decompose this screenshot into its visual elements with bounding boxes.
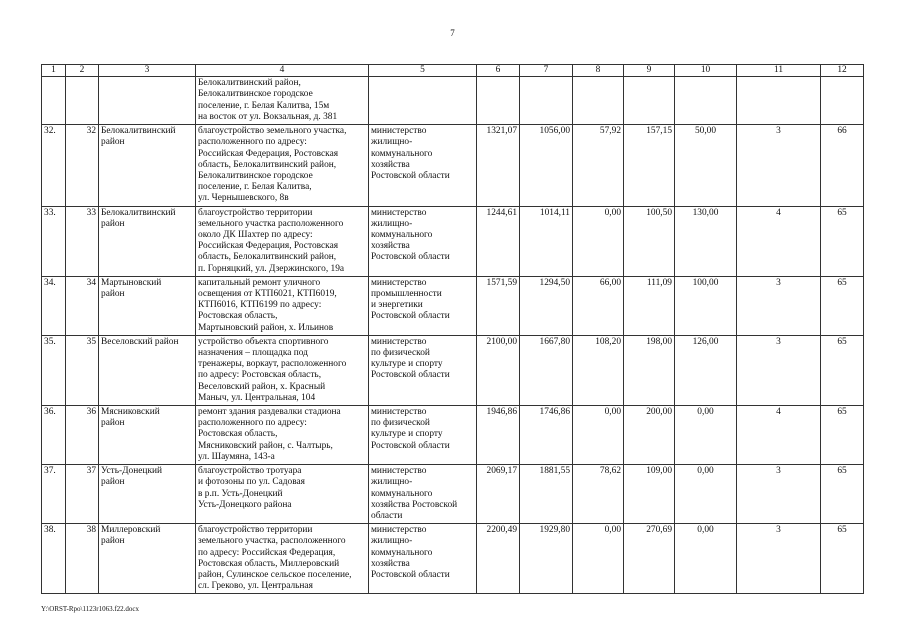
column-number: 6: [477, 65, 520, 77]
value-cell: 0,00: [675, 524, 737, 594]
value-cell: 108,20: [573, 335, 624, 405]
value-cell: 200,00: [624, 406, 675, 465]
value-cell: 2100,00: [477, 335, 520, 405]
value-cell: 65: [821, 335, 864, 405]
object-cell: благоустройство территории земельного участка расположенного около ДК Шахтер по адресу: Российская Федерация, Ростовская область, Белокалитвинский район, п. Горняцкий, ул. Дзержинского, 19а: [196, 206, 369, 276]
cell: [675, 77, 737, 125]
row-number-cell: 38.: [42, 524, 66, 594]
column-number: 9: [624, 65, 675, 77]
district-cell: Веселовский район: [99, 335, 196, 405]
cell: [66, 77, 99, 125]
table-row: [42, 524, 864, 594]
count-cell: 3: [737, 335, 821, 405]
cell: [624, 77, 675, 125]
district-cell: Белокалитвинский район: [99, 206, 196, 276]
value-cell: 0,00: [675, 465, 737, 524]
value-cell: 0,00: [573, 524, 624, 594]
district-cell: Миллеровский район: [99, 524, 196, 594]
column-number: 8: [573, 65, 624, 77]
column-number-row: [42, 65, 864, 77]
row-number-cell: 36.: [42, 406, 66, 465]
table-body: [42, 65, 864, 594]
column-number: 3: [99, 65, 196, 77]
column-number: 7: [520, 65, 573, 77]
value-cell: 66,00: [573, 276, 624, 335]
cell: [520, 77, 573, 125]
value-cell: 1946,86: [477, 406, 520, 465]
value-cell: 0,00: [573, 406, 624, 465]
cell: [737, 77, 821, 125]
value-cell: 66: [821, 125, 864, 206]
cell: [477, 77, 520, 125]
ministry-cell: министерство жилищно- коммунального хозяйства Ростовской области: [369, 524, 477, 594]
column-number: 1: [42, 65, 66, 77]
value-cell: 1056,00: [520, 125, 573, 206]
value-cell: 65: [821, 465, 864, 524]
count-cell: 3: [737, 276, 821, 335]
value-cell: 1746,86: [520, 406, 573, 465]
district-cell: Белокалитвинский район: [99, 125, 196, 206]
count-cell: 4: [737, 206, 821, 276]
ministry-cell: министерство жилищно- коммунального хозяйства Ростовской области: [369, 125, 477, 206]
value-cell: 1667,80: [520, 335, 573, 405]
value-cell: 1881,55: [520, 465, 573, 524]
object-cell: ремонт здания раздевалки стадиона расположенного по адресу: Ростовская область, Мясниковский район, с. Чалтырь, ул. Шаумяна, 143-а: [196, 406, 369, 465]
row-number-cell: 34.: [42, 276, 66, 335]
cell: [99, 77, 196, 125]
value-cell: 126,00: [675, 335, 737, 405]
value-cell: 65: [821, 276, 864, 335]
ministry-cell: министерство жилищно- коммунального хозяйства Ростовской области: [369, 465, 477, 524]
value-cell: 1014,11: [520, 206, 573, 276]
file-path-footer: Y:\ORST-Rpo\1123r1063.f22.docx: [41, 605, 140, 613]
count-cell: 3: [737, 125, 821, 206]
row-number-cell: 35.: [42, 335, 66, 405]
value-cell: 100,50: [624, 206, 675, 276]
ministry-cell: министерство по физической культуре и спорту Ростовской области: [369, 335, 477, 405]
object-cell: капитальный ремонт уличного освещения от КТП6021, КТП6019, КТП6016, КТП6199 по адресу: Ростовская область, Мартыновский район, х. Ильинов: [196, 276, 369, 335]
table-row: [42, 206, 864, 276]
object-cell: Белокалитвинский район, Белокалитвинское городское поселение, г. Белая Калитва, 15м на восток от ул. Вокзальная, д. 381: [196, 77, 369, 125]
table-row: [42, 335, 864, 405]
object-cell: благоустройство территории земельного участка, расположенного по адресу: Российская Федерация, Ростовская область, Миллеровский район, Сулинское сельское поселение, сл. Греково, ул. Центральная: [196, 524, 369, 594]
value-cell: 1244,61: [477, 206, 520, 276]
register-table: [41, 64, 864, 594]
value-cell: 0,00: [573, 206, 624, 276]
value-cell: 1294,50: [520, 276, 573, 335]
page-number: 7: [450, 28, 455, 38]
count-cell: 3: [737, 465, 821, 524]
value-cell: 65: [821, 524, 864, 594]
district-cell: Мясниковский район: [99, 406, 196, 465]
row-number-cell: 32.: [42, 125, 66, 206]
count-cell: 3: [737, 524, 821, 594]
value-cell: 57,92: [573, 125, 624, 206]
object-cell: устройство объекта спортивного назначения – площадка под тренажеры, воркаут, расположенного по адресу: Ростовская область, Веселовский район, х. Красный Маныч, ул. Центральная, 104: [196, 335, 369, 405]
continuation-row: [42, 77, 864, 125]
ministry-cell: министерство промышленности и энергетики Ростовской области: [369, 276, 477, 335]
value-cell: 65: [821, 406, 864, 465]
table-row: [42, 125, 864, 206]
value-cell: 198,00: [624, 335, 675, 405]
item-number-cell: 35: [66, 335, 99, 405]
value-cell: 65: [821, 206, 864, 276]
item-number-cell: 34: [66, 276, 99, 335]
count-cell: 4: [737, 406, 821, 465]
value-cell: 1321,07: [477, 125, 520, 206]
object-cell: благоустройство земельного участка, расположенного по адресу: Российская Федерация, Ростовская область, Белокалитвинский район, Белокалитвинское городское поселение, г. Белая Калитва, ул. Чернышевского, 8в: [196, 125, 369, 206]
table-row: [42, 276, 864, 335]
value-cell: 157,15: [624, 125, 675, 206]
value-cell: 0,00: [675, 406, 737, 465]
value-cell: 2069,17: [477, 465, 520, 524]
value-cell: 1929,80: [520, 524, 573, 594]
item-number-cell: 38: [66, 524, 99, 594]
column-number: 12: [821, 65, 864, 77]
cell: [42, 77, 66, 125]
table-row: [42, 406, 864, 465]
column-number: 11: [737, 65, 821, 77]
value-cell: 1571,59: [477, 276, 520, 335]
column-number: 10: [675, 65, 737, 77]
value-cell: 270,69: [624, 524, 675, 594]
row-number-cell: 37.: [42, 465, 66, 524]
cell: [369, 77, 477, 125]
district-cell: Усть-Донецкий район: [99, 465, 196, 524]
item-number-cell: 33: [66, 206, 99, 276]
ministry-cell: министерство по физической культуре и спорту Ростовской области: [369, 406, 477, 465]
value-cell: 78,62: [573, 465, 624, 524]
value-cell: 111,09: [624, 276, 675, 335]
column-number: 4: [196, 65, 369, 77]
item-number-cell: 32: [66, 125, 99, 206]
value-cell: 50,00: [675, 125, 737, 206]
object-cell: благоустройство тротуара и фотозоны по ул. Садовая в р.п. Усть-Донецкий Усть-Донецкого района: [196, 465, 369, 524]
cell: [573, 77, 624, 125]
cell: [821, 77, 864, 125]
value-cell: 100,00: [675, 276, 737, 335]
district-cell: Мартыновский район: [99, 276, 196, 335]
column-number: 5: [369, 65, 477, 77]
value-cell: 109,00: [624, 465, 675, 524]
value-cell: 130,00: [675, 206, 737, 276]
value-cell: 2200,49: [477, 524, 520, 594]
table-row: [42, 465, 864, 524]
ministry-cell: министерство жилищно- коммунального хозяйства Ростовской области: [369, 206, 477, 276]
item-number-cell: 36: [66, 406, 99, 465]
row-number-cell: 33.: [42, 206, 66, 276]
item-number-cell: 37: [66, 465, 99, 524]
column-number: 2: [66, 65, 99, 77]
